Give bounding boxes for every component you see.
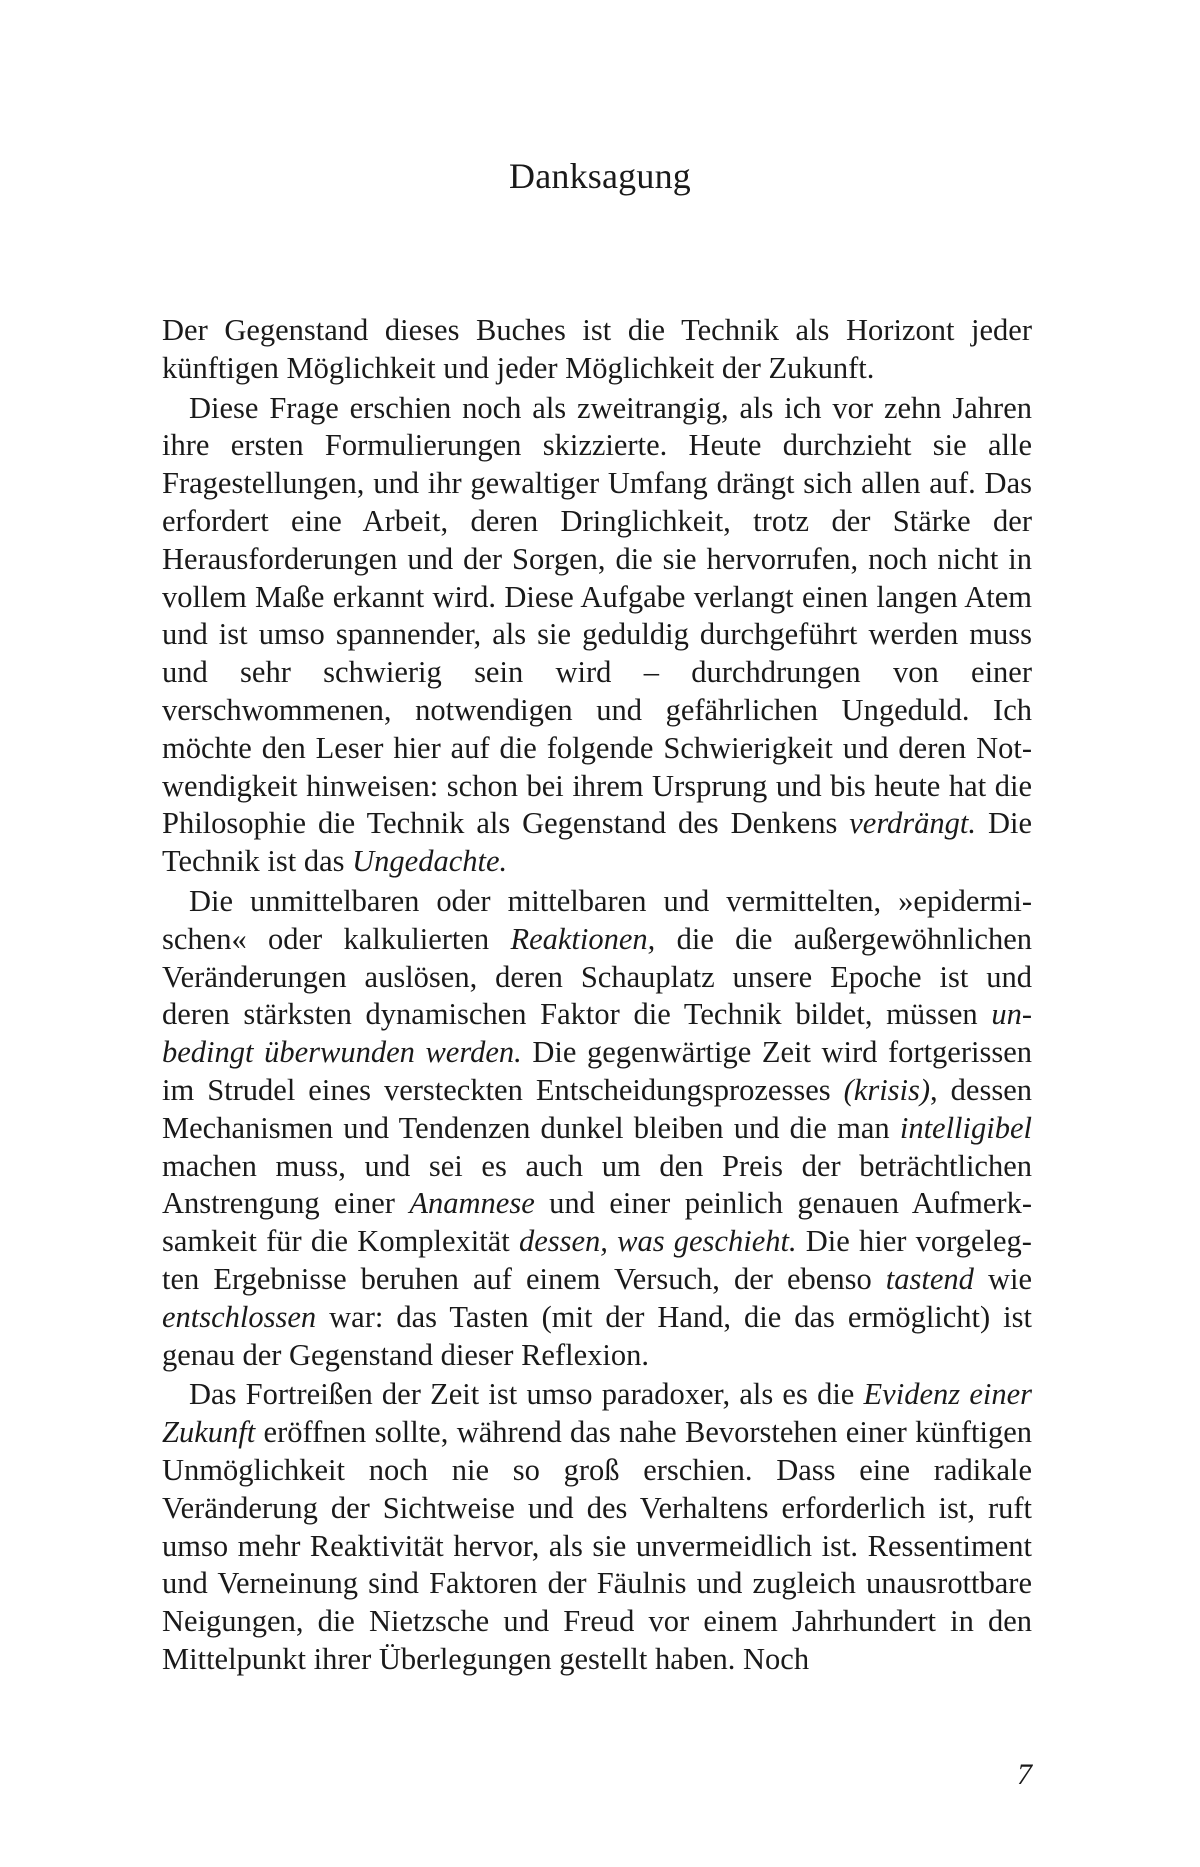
text-run: Der Gegenstand dieses Buches ist die Technik als Horizont jeder künftigen Möglichkeit und jeder Möglichkeit der Zukunft. xyxy=(162,313,1032,385)
italic-text-run: Reaktionen, xyxy=(510,921,656,956)
text-run: die die außergewöhnlichen Veränderungen auslösen, deren Schauplatz unsere Epoche ist und deren stärksten dynamischen Faktor die Technik bildet, müssen xyxy=(162,921,1032,1032)
paragraph-2 xyxy=(162,390,1032,881)
text-run: Diese Frage erschien noch als zweitrangig, als ich vor zehn Jahren ihre ersten Formulierungen skizzierte. Heute durchzieht sie alle Fragestellungen, und ihr gewaltiger Umfang drängt sich allen auf. Das erfordert eine Arbeit, deren Dringlichkeit, trotz der Stärke der Herausforderungen und der Sorgen, die sie hervorrufen, noch nicht in vollem Maße erkannt wird. Diese Aufgabe verlangt einen langen Atem und ist umso spannender, als sie geduldig durchgeführt werden muss und sehr schwierig sein wird – durchdrungen von einer verschwommenen, notwendigen und gefährlichen Ungeduld. Ich möchte den Leser hier auf die folgende Schwierigkeit und deren Notwendigkeit hinweisen: schon bei ihrem Ursprung und bis heute hat die Philosophie die Technik als Gegenstand des Denkens xyxy=(162,390,1032,841)
text-run: Die Technik ist das xyxy=(162,806,1032,879)
italic-text-run: Ungedachte. xyxy=(352,844,508,879)
text-run: Die hier vorgelegten Ergebnisse beruhen auf einem Versuch, der ebenso xyxy=(162,1224,1032,1296)
text-run: machen muss, und sei es auch um den Preis der beträchtlichen Anstrengung einer xyxy=(162,1148,1032,1221)
italic-text-run: tastend xyxy=(885,1261,974,1296)
paragraph-4 xyxy=(162,1376,1032,1678)
text-run: Das Fortreißen der Zeit ist umso paradoxer, als es die xyxy=(189,1377,864,1412)
italic-text-run: verdrängt. xyxy=(849,806,977,841)
page-title: Danksagung xyxy=(509,156,691,196)
paragraph-3 xyxy=(162,883,1032,1374)
text-run: war: das Tasten (mit der Hand, die das ermöglicht) ist genau der Gegenstand dieser Reflexion. xyxy=(162,1299,1032,1372)
text-run: Die unmittelbaren oder mittelbaren und vermittelten, »epidermischen« oder kalkulierten xyxy=(162,883,1032,956)
text-run: Die gegenwärtige Zeit wird fortgerissen im Strudel eines versteckten Entscheidungsprozesses xyxy=(162,1035,1032,1107)
italic-text-run: (krisis) xyxy=(843,1072,931,1107)
text-run: und einer peinlich genauen Aufmerksamkeit für die Komplexität xyxy=(162,1186,1032,1259)
paragraph-1 xyxy=(162,312,1032,388)
italic-text-run: entschlossen xyxy=(162,1299,317,1334)
italic-text-run: Evidenz einer Zukunft xyxy=(162,1377,1032,1450)
italic-text-run: intelligibel xyxy=(899,1110,1032,1145)
italic-text-run: unbedingt überwunden werden. xyxy=(162,997,1032,1070)
text-run: wie xyxy=(973,1261,1032,1296)
italic-text-run: dessen, was geschieht. xyxy=(518,1224,797,1259)
text-run: , dessen Mechanismen und Tendenzen dunkel bleiben und die man xyxy=(162,1072,1032,1145)
text-run: eröffnen sollte, während das nahe Bevorstehen einer künftigen Unmöglichkeit noch nie so groß erschien. Dass eine radikale Veränderung der Sichtweise und des Verhaltens erforderlich ist, ruft umso mehr Reaktivität hervor, als sie unvermeidlich ist. Ressentiment und Verneinung sind Faktoren der Fäulnis und zugleich unausrottbare Neigungen, die Nietzsche und Freud vor einem Jahrhundert in den Mittelpunkt ihrer Überlegungen gestellt haben. Noch xyxy=(162,1415,1032,1676)
body-text xyxy=(162,312,1032,1681)
italic-text-run: Anamnese xyxy=(409,1186,535,1221)
page-number: 7 xyxy=(1017,1758,1032,1791)
